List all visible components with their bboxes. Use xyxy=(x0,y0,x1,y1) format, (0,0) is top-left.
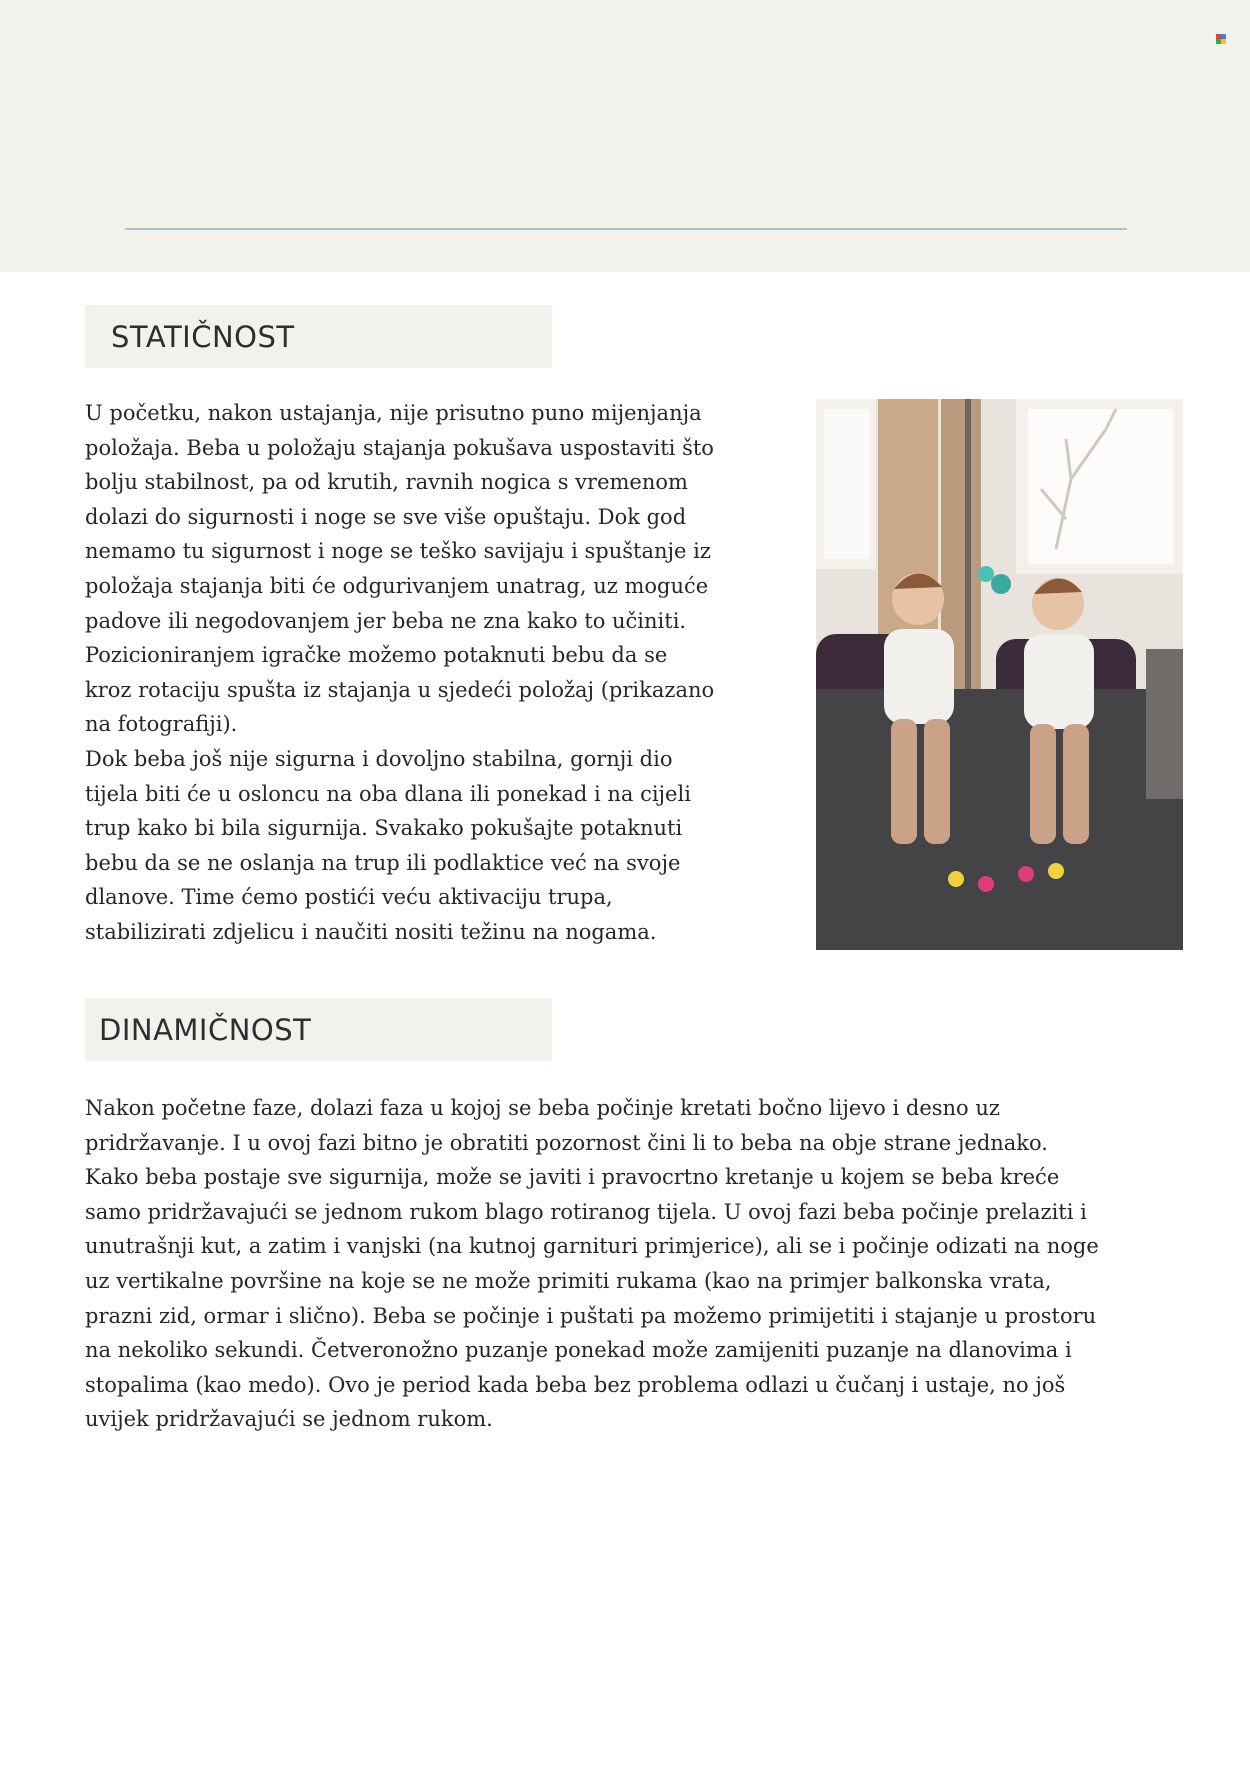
header-divider xyxy=(125,228,1127,230)
corner-logo-icon xyxy=(1216,34,1226,44)
section-heading-dinamicnost: DINAMIČNOST xyxy=(85,998,552,1061)
section-paragraph-staticnost: U početku, nakon ustajanja, nije prisutno puno mijenjanja položaja. Beba u položaju stajanja pokušava uspostaviti što bolju stabilnost, pa od krutih, ravnih nogica s vremenom dolazi do sigurnosti i noge se sve više opuštaju. Dok god nemamo tu sigurnost i noge se teško savijaju i spuštanje iz položaja stajanja biti će odgurivanjem unatrag, uz moguće padove ili negodovanjem jer beba ne zna kako to učiniti. Pozicioniranjem igračke možemo potaknuti bebu da se kroz rotaciju spušta iz stajanja u sjedeći položaj (prikazano na fotografiji). Dok beba još nije sigurna i dovoljno stabilna, gornji dio tijela biti će u osloncu na oba dlana ili ponekad i na cijeli trup kako bi bila sigurnija. Svakako pokušajte potaknuti bebu da se ne oslanja na trup ili podlaktice već na svoje dlanove. Time ćemo postići veću aktivaciju trupa, stabilizirati zdjelicu i naučiti nositi težinu na nogama. xyxy=(85,401,715,944)
photo-baby-mirror xyxy=(816,399,1183,950)
header-band xyxy=(0,0,1250,272)
section-heading-staticnost: STATIČNOST xyxy=(85,305,552,368)
section-paragraph-dinamicnost: Nakon početne faze, dolazi faza u kojoj se beba počinje kretati bočno lijevo i desno uz pridržavanje. I u ovoj fazi bitno je obratiti pozornost čini li to beba na obje strane jednako. Kako beba postaje sve sigurnija, može se javiti i pravocrtno kretanje u kojem se beba kreće samo pridržavajući se jednom rukom blago rotiranog tijela. U ovoj fazi beba počinje prelaziti i unutrašnji kut, a zatim i vanjski (na kutnoj garnituri primjerice), ali se i počinje odizati na noge uz vertikalne površine na koje se ne može primiti rukama (kao na primjer balkonska vrata, prazni zid, ormar i slično). Beba se počinje i puštati pa možemo primijetiti i stajanje u prostoru na nekoliko sekundi. Četveronožno puzanje ponekad može zamijeniti puzanje na dlanovima i stopalima (kao medo). Ovo je period kada beba bez problema odlazi u čučanj i ustaje, no još uvijek pridržavajući se jednom rukom. xyxy=(85,1096,1099,1432)
